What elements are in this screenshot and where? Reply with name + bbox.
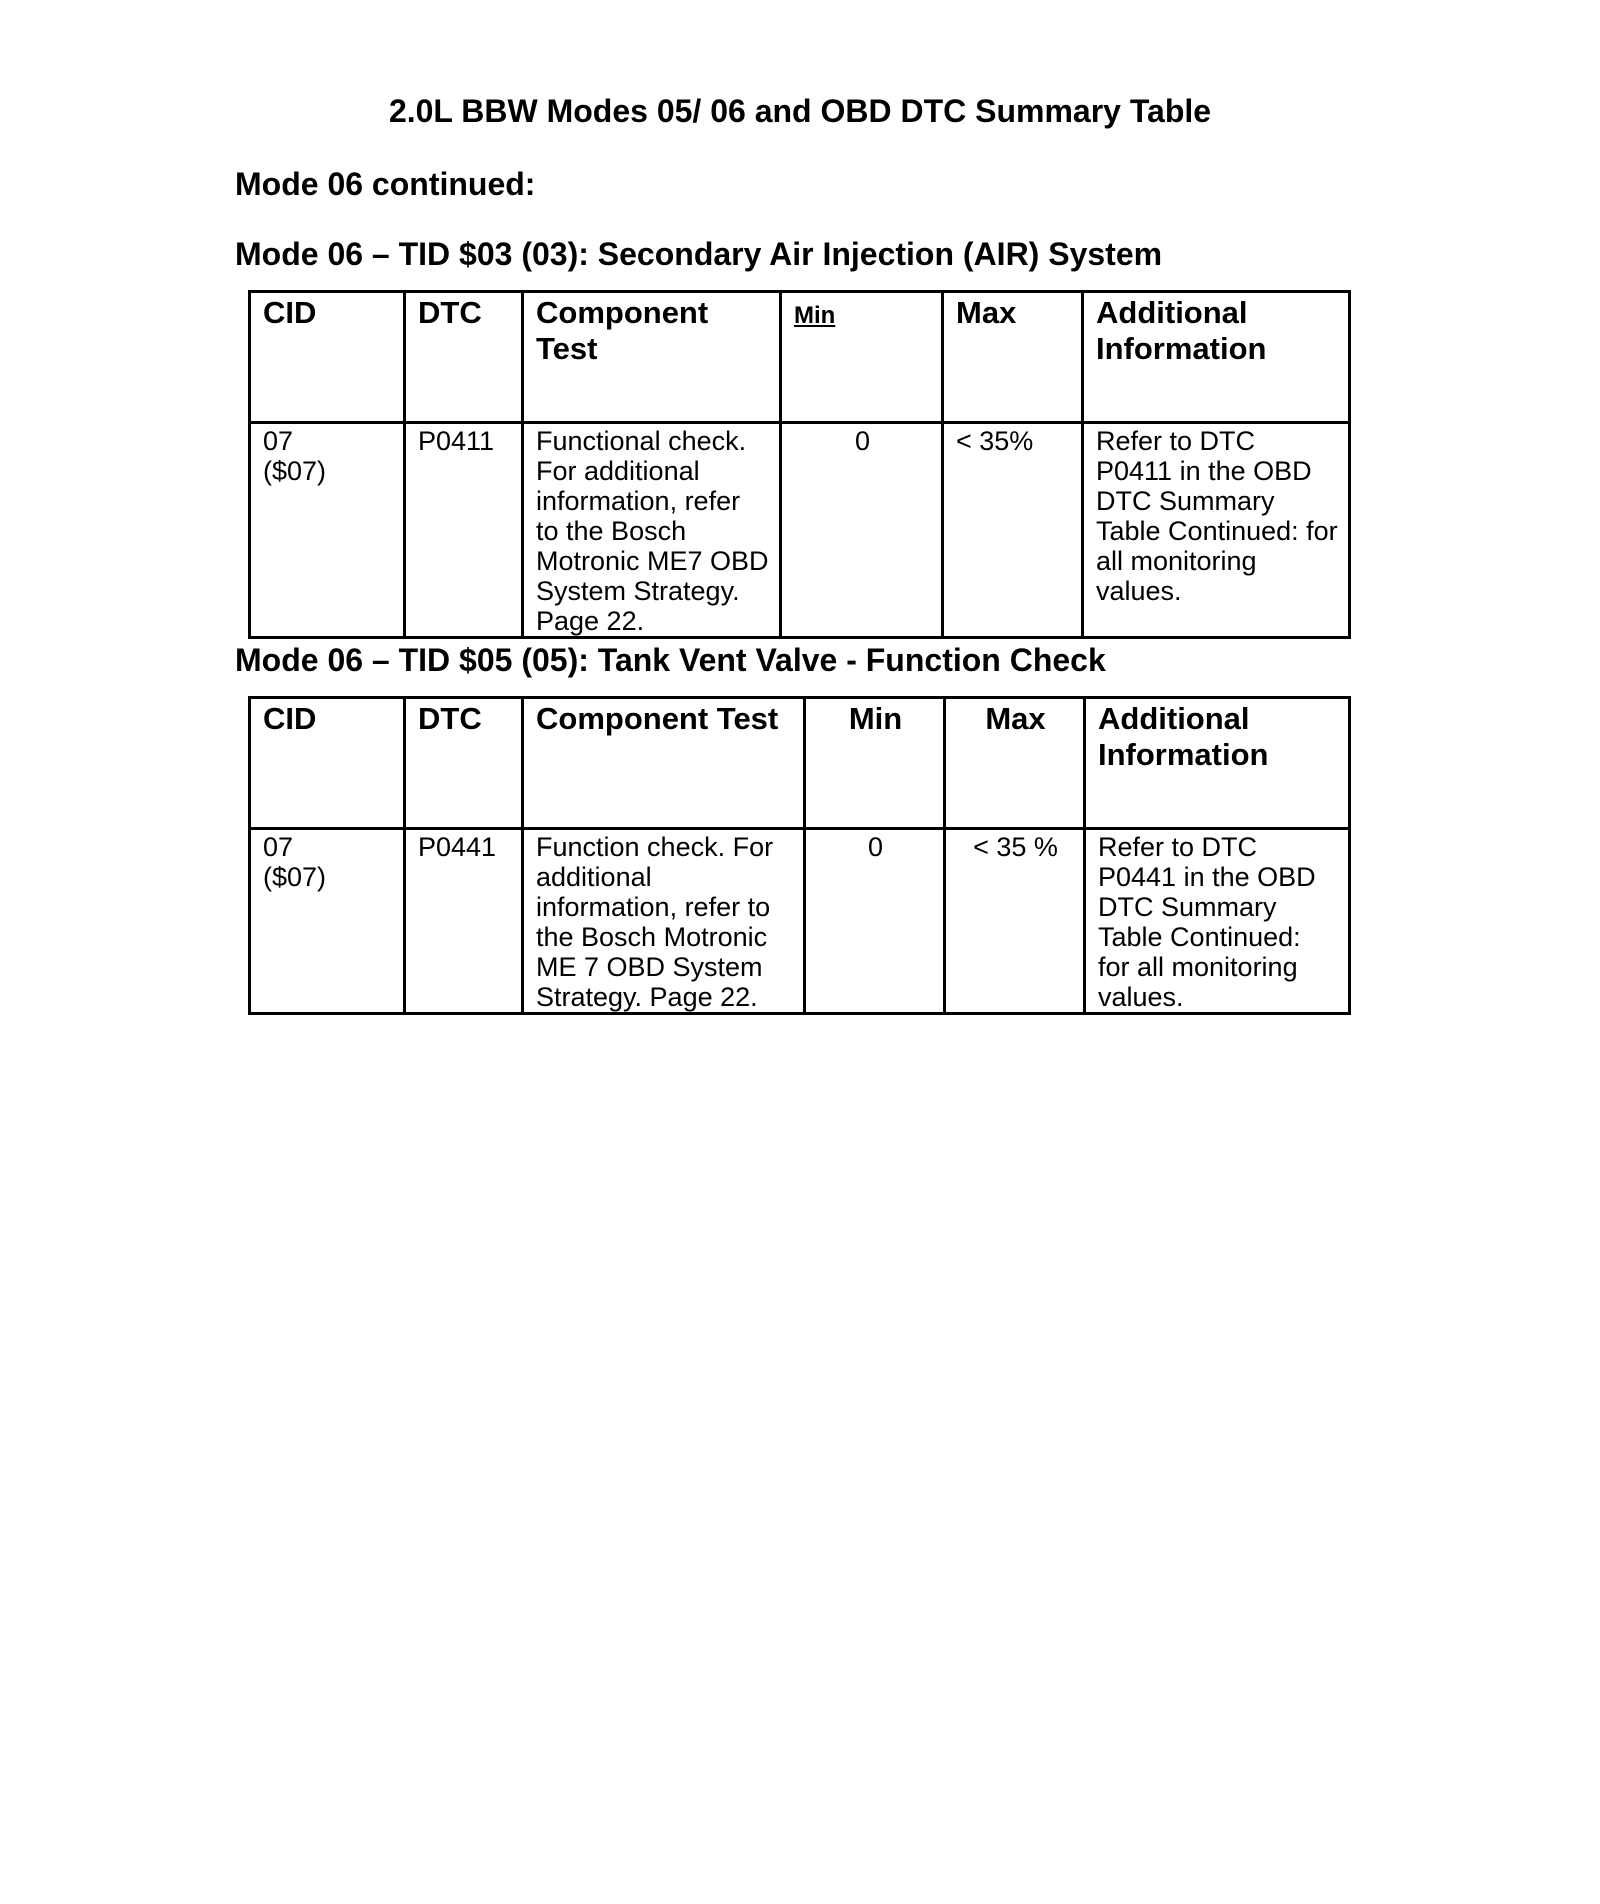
header-component-test: Component Test — [523, 698, 805, 829]
header-max: Max — [943, 292, 1083, 423]
header-dtc: DTC — [405, 698, 523, 829]
cell-max: < 35% — [943, 423, 1083, 638]
cell-cid — [250, 423, 405, 638]
header-dtc: DTC — [405, 292, 523, 423]
cid-value: 07 — [263, 832, 294, 862]
section-heading-air-system: Mode 06 – TID $03 (03): Secondary Air Injection (AIR) System — [235, 236, 1163, 272]
header-min-label: Min — [794, 302, 836, 329]
cell-dtc: P0441 — [405, 829, 523, 1014]
header-component-test: Component Test — [523, 292, 781, 423]
cid-hex-value: ($07) — [263, 862, 327, 892]
table-row — [250, 829, 1350, 1014]
cell-additional-info: Refer to DTC P0411 in the OBD DTC Summary Table Continued: for all monitoring values. — [1083, 423, 1350, 638]
cell-dtc: P0411 — [405, 423, 523, 638]
page-title: 2.0L BBW Modes 05/ 06 and OBD DTC Summary Table — [388, 93, 1212, 129]
header-cid: CID — [250, 698, 405, 829]
header-cid: CID — [250, 292, 405, 423]
table-row — [250, 423, 1350, 638]
cell-component-test: Function check. For additional information, refer to the Bosch Motronic ME 7 OBD System Strategy. Page 22. — [523, 829, 805, 1014]
header-additional-info: Additional Information — [1083, 292, 1350, 423]
cid-hex-value: ($07) — [263, 456, 327, 486]
mode-continued-heading: Mode 06 continued: — [235, 166, 536, 202]
cid-value: 07 — [263, 426, 294, 456]
cell-additional-info: Refer to DTC P0441 in the OBD DTC Summary Table Continued: for all monitoring values. — [1085, 829, 1350, 1014]
section-heading-tank-vent-valve: Mode 06 – TID $05 (05): Tank Vent Valve - Function Check — [235, 642, 1106, 678]
header-max: Max — [945, 698, 1085, 829]
dtc-table-air-system — [248, 290, 1351, 639]
dtc-table-tank-vent-valve — [248, 696, 1351, 1015]
header-additional-info: Additional Information — [1085, 698, 1350, 829]
header-min — [781, 292, 943, 423]
cell-max: < 35 % — [945, 829, 1085, 1014]
cell-component-test: Functional check. For additional information, refer to the Bosch Motronic ME7 OBD System Strategy. Page 22. — [523, 423, 781, 638]
cell-min: 0 — [805, 829, 945, 1014]
cell-min: 0 — [781, 423, 943, 638]
table-header-row — [250, 698, 1350, 829]
table-header-row — [250, 292, 1350, 423]
cell-cid — [250, 829, 405, 1014]
header-min: Min — [805, 698, 945, 829]
